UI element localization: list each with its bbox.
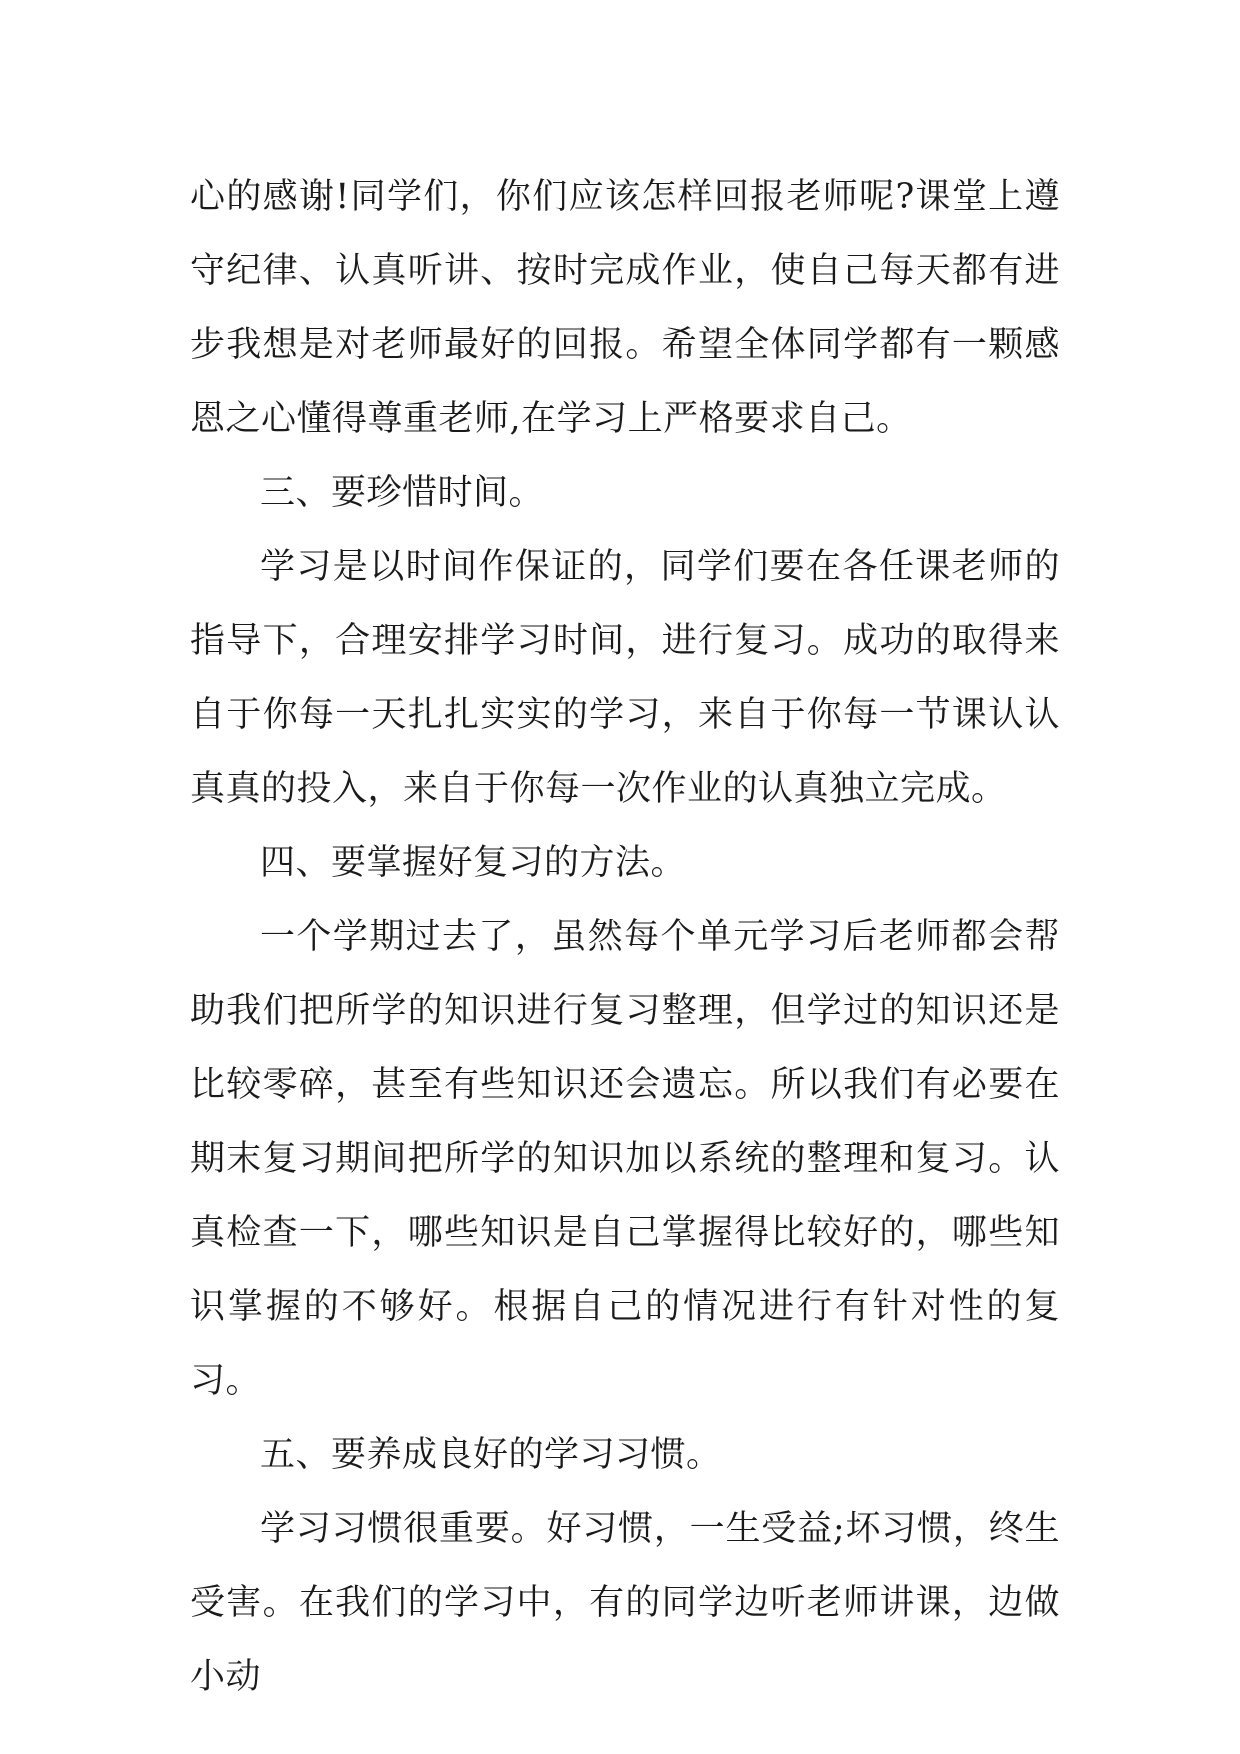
paragraph-method: 一个学期过去了，虽然每个单元学习后老师都会帮助我们把所学的知识进行复习整理，但学过的知识还是比较零碎，甚至有些知识还会遗忘。所以我们有必要在期末复习期间把所学的知识加以系统的整理和复习。认真检查一下，哪些知识是自己掌握得比较好的，哪些知识掌握的不够好。根据自己的情况进行有针对性的复习。 xyxy=(190,917,1060,1401)
section-heading-5: 五、要养成良好的学习习惯。 xyxy=(260,1435,722,1475)
section-heading-3: 三、要珍惜时间。 xyxy=(260,473,545,513)
paragraph-time: 学习是以时间作保证的，同学们要在各任课老师的指导下，合理安排学习时间，进行复习。成功的取得来自于你每一天扎扎实实的学习，来自于你每一节课认认真真的投入，来自于你每一次作业的认真独立完成。 xyxy=(190,547,1060,809)
paragraph-habits: 学习习惯很重要。好习惯，一生受益;坏习惯，终生受害。在我们的学习中，有的同学边听老师讲课，边做小动 xyxy=(190,1509,1060,1697)
section-heading-4: 四、要掌握好复习的方法。 xyxy=(260,843,687,883)
paragraph-continuation: 心的感谢!同学们，你们应该怎样回报老师呢?课堂上遵守纪律、认真听讲、按时完成作业，使自己每天都有进步我想是对老师最好的回报。希望全体同学都有一颗感恩之心懂得尊重老师,在学习上严格要求自己。 xyxy=(190,177,1060,439)
document-body xyxy=(190,160,1060,1714)
